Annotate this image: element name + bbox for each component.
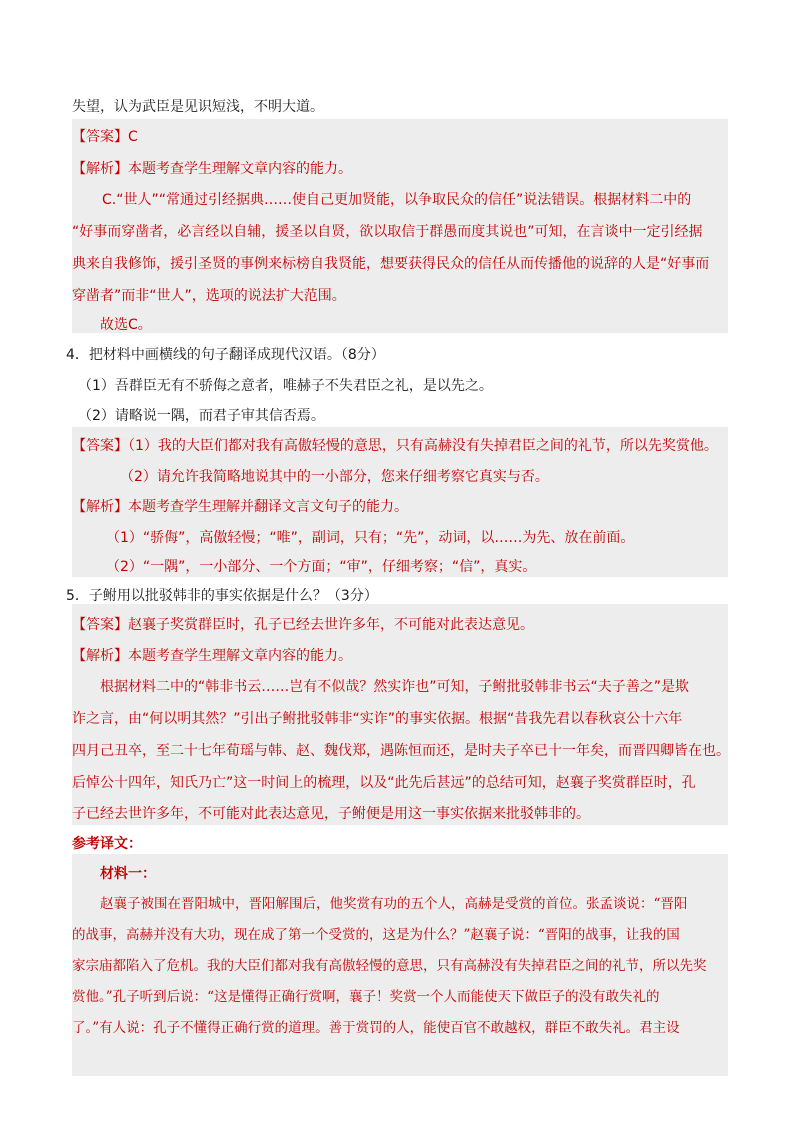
q5-title: 5．子鲋用以批驳韩非的事实依据是什么？（3分） — [66, 588, 378, 604]
q5-analysis-line: 子已经去世许多年，不可能对此表达意见，子鲋便是用这一事实依据来批驳韩非的。 — [72, 806, 590, 822]
q3-choose: 故选C。 — [100, 317, 152, 333]
q5-answer: 【答案】赵襄子奖赏群臣时，孔子已经去世许多年，不可能对此表达意见。 — [72, 617, 534, 633]
translation-line: 了。”有人说：孔子不懂得正确行赏的道理。善于赏罚的人，能使百官不敢越权，群臣不敢失礼。君主设 — [72, 1020, 680, 1036]
translation-line: 的战事，高赫并没有大功，现在成了第一个受赏的，这是为什么？”赵襄子说：“晋阳的战事，让我的国 — [72, 927, 680, 943]
q4-analysis-point-2: （2）“一隅”，一小部分、一个方面；“审”，仔细考察；“信”，真实。 — [106, 559, 537, 575]
q4-analysis-point-1: （1）“骄侮”，高傲轻慢；“唯”，副词，只有；“先”，动词，以……为先、放在前面。 — [106, 530, 635, 546]
q3-analysis-line: 穿凿者”而非“世人”，选项的说法扩大范围。 — [72, 288, 346, 304]
q4-sentence-2: （2）请略说一隅，而君子审其信否焉。 — [78, 408, 325, 424]
q4-analysis-label: 【解析】本题考查学生理解并翻译文言文句子的能力。 — [72, 499, 408, 515]
intro-text: 失望，认为武臣是见识短浅，不明大道。 — [72, 99, 324, 115]
translation-line: 赏他。”孔子听到后说：“这是懂得正确行赏啊，襄子！奖赏一个人而能使天下做臣子的没有敢失礼的 — [72, 989, 660, 1005]
q3-answer: 【答案】C — [72, 129, 138, 145]
q3-analysis-label: 【解析】本题考查学生理解文章内容的能力。 — [72, 161, 352, 177]
q5-analysis-line: 诈之言，由“何以明其然？”引出子鲋批驳韩非“实诈”的事实依据。根据“昔我先君以春秋哀公十六年 — [72, 711, 683, 727]
q5-analysis-line: 四月己丑卒，至二十七年荀瑶与韩、赵、魏伐郑，遇陈恒而还，是时夫子卒已十一年矣，而晋四卿皆在也。 — [72, 743, 730, 759]
translation-line: 赵襄子被围在晋阳城中，晋阳解围后，他奖赏有功的五个人，高赫是受赏的首位。张孟谈说：“晋阳 — [100, 896, 688, 912]
reference-translation-title: 参考译文： — [72, 836, 142, 852]
q3-analysis-line: 典来自我修饰，援引圣贤的事例来标榜自我贤能，想要获得民众的信任从而传播他的说辞的人是“好事而 — [72, 256, 710, 272]
translation-line: 家宗庙都陷入了危机。我的大臣们都对我有高傲轻慢的意思，只有高赫没有失掉君臣之间的礼节，所以先奖 — [72, 958, 707, 974]
q3-analysis-line: “好事而穿凿者，必言经以自辅，援圣以自贤，欲以取信于群愚而度其说也”可知，在言谈中一定引经据 — [72, 224, 703, 240]
q5-analysis-line: 根据材料二中的“韩非书云……岂有不似哉？然实诈也”可知，子鲋批驳韩非书云“夫子善之”是欺 — [100, 679, 690, 695]
q5-analysis-label: 【解析】本题考查学生理解文章内容的能力。 — [72, 648, 352, 664]
q3-analysis-line: C.“世人”“常通过引经据典……使自己更加贤能，以争取民众的信任”说法错误。根据材料二中的 — [102, 192, 692, 208]
q5-analysis-line: 后悼公十四年，知氏乃亡”这一时间上的梳理，以及“此先后甚远”的总结可知，赵襄子奖赏群臣时，孔 — [72, 775, 696, 791]
q4-answer-2: （2）请允许我简略地说其中的一小部分，您来仔细考察它真实与否。 — [120, 469, 549, 485]
material-1-title: 材料一： — [100, 866, 156, 882]
q4-answer-1: 【答案】（1）我的大臣们都对我有高傲轻慢的意思，只有高赫没有失掉君臣之间的礼节，所以先奖赏他。 — [72, 438, 718, 454]
q4-title: 4．把材料中画横线的句子翻译成现代汉语。（8分） — [66, 347, 385, 363]
q4-sentence-1: （1）吾群臣无有不骄侮之意者，唯赫子不失君臣之礼，是以先之。 — [78, 378, 493, 394]
